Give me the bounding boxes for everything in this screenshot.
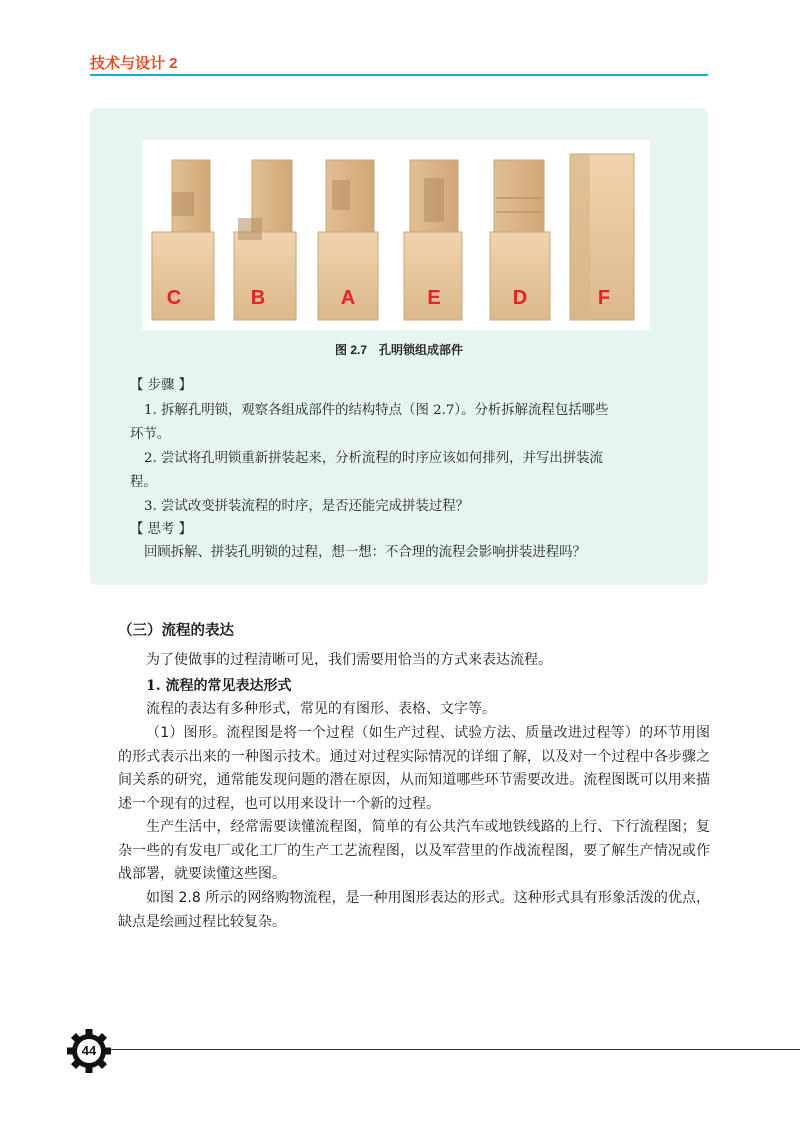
paragraph-2: （1）图形。流程图是将一个过程（如生产过程、试验方法、质量改进过程等）的环节用图的形式表示出来的一种图示技术。通过对过程实际情况的详细了解，以及对一个过程中各步骤之间关系的研究，通常能发现问题的潜在原因，从而知道哪些环节需要改进。流程图既可以用来描述一个现有的过程，也可以用来设计一个新的过程。 xyxy=(118,725,710,812)
lock-piece-c xyxy=(152,160,214,320)
step-1-line-2: 环节。 xyxy=(130,427,171,442)
piece-letter-d: D xyxy=(512,287,528,309)
running-header-title: 技术与设计 2 xyxy=(90,55,178,72)
activity-box xyxy=(90,108,708,585)
paragraph-4: 如图 2.8 所示的网络购物流程，是一种用图形表达的形式。这种形式具有形象活泼的优点，缺点是绘画过程比较复杂。 xyxy=(118,890,710,930)
step-3: 3. 尝试改变拼装流程的时序，是否还能完成拼装过程？ xyxy=(144,499,470,514)
footer-divider xyxy=(100,1049,800,1050)
step-1-line-1: 1. 拆解孔明锁，观察各组成部件的结构特点（图 2.7）。分析拆解流程包括哪些 xyxy=(144,403,609,418)
paragraph-3: 生产生活中，经常需要读懂流程图，简单的有公共汽车或地铁线路的上行、下行流程图；复杂一些的有发电厂或化工厂的生产工艺流程图，以及军营里的作战流程图，要了解生产情况或作战部署，就要读懂这些图。 xyxy=(118,819,710,882)
step-2-line-1: 2. 尝试将孔明锁重新拼装起来，分析流程的时序应该如何排列，并写出拼装流 xyxy=(144,451,603,466)
steps-label: 【 步骤 】 xyxy=(130,378,193,393)
piece-letter-a: A xyxy=(340,287,356,309)
think-text: 回顾拆解、拼装孔明锁的过程，想一想：不合理的流程会影响拼装进程吗？ xyxy=(144,545,586,560)
piece-letter-b: B xyxy=(250,287,266,309)
piece-letter-f: F xyxy=(597,287,611,309)
page-number: 44 xyxy=(81,1043,97,1058)
piece-letter-e: E xyxy=(427,287,441,309)
subheading: 1. 流程的常见表达形式 xyxy=(146,678,292,694)
figure-caption: 图 2.7 孔明锁组成部件 xyxy=(334,343,464,357)
step-2-line-2: 程。 xyxy=(130,475,157,490)
think-label: 【 思考 】 xyxy=(130,522,193,537)
kongming-lock-photo xyxy=(142,140,650,330)
intro-paragraph: 为了使做事的过程清晰可见，我们需要用恰当的方式来表达流程。 xyxy=(146,652,552,668)
header-divider xyxy=(90,74,708,76)
paragraph-1: 流程的表达有多种形式，常见的有图形、表格、文字等。 xyxy=(146,701,496,717)
section-heading: （三）流程的表达 xyxy=(118,623,234,639)
piece-letter-c: C xyxy=(166,287,182,309)
